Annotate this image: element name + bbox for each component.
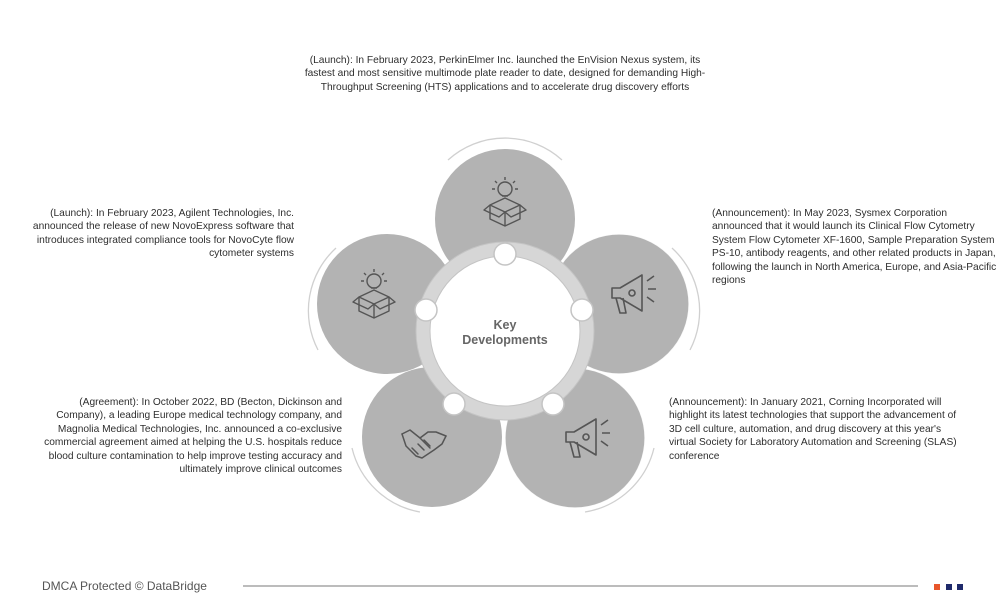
development-left-text: (Launch): In February 2023, Agilent Technologies, Inc. announced the release of new NovoExpress software that introduces integrated compliance tools for NovoCyte flow cytometer systems [32, 208, 294, 260]
footer-divider [243, 585, 918, 587]
footer-square-navy-2 [957, 584, 963, 590]
development-right-text: (Announcement): In May 2023, Sysmex Corporation announced that it would launch its Clinical Flow Cytometry System Flow Cytometer XF-1600, Sample Preparation System PS-10, antibody reagents, and other related products in Japan, following the launch in North America, Europe, and Asia-Pacific regions [712, 208, 997, 287]
node-dot-bottom-right [542, 393, 564, 415]
node-dot-left [415, 299, 437, 321]
center-title-line1: Key [493, 318, 517, 332]
footer-square-orange [934, 584, 940, 590]
node-dot-top [494, 243, 516, 265]
center-title-line2: Developments [462, 333, 548, 347]
development-bottom-right-text: (Announcement): In January 2021, Corning Incorporated will highlight its latest technologies that support the advancement of 3D cell culture, automation, and drug discovery at this year's virtual Society for Laboratory Automation and Screening (SLAS) conference [669, 397, 957, 462]
development-top-text: (Launch): In February 2023, PerkinElmer Inc. launched the EnVision Nexus system, its fastest and most sensitive multimode plate reader to date, designed for demanding High-Throughput Screening (HTS) applications and to accelerate drug discovery efforts [304, 55, 706, 93]
footer-square-navy-1 [946, 584, 952, 590]
node-dot-bottom-left [443, 393, 465, 415]
development-bottom-left-text: (Agreement): In October 2022, BD (Becton, Dickinson and Company), a leading Europe medical technology company, and Magnolia Medical Technologies, Inc. announced a co-exclusive commercial agreement aimed at helping the U.S. hospitals reduce blood culture contamination to help improve testing accuracy and ultimately improve clinical outcomes [44, 397, 342, 476]
node-dot-right [571, 299, 593, 321]
center-title [440, 318, 570, 348]
footer-copyright: DMCA Protected © DataBridge [42, 579, 207, 593]
